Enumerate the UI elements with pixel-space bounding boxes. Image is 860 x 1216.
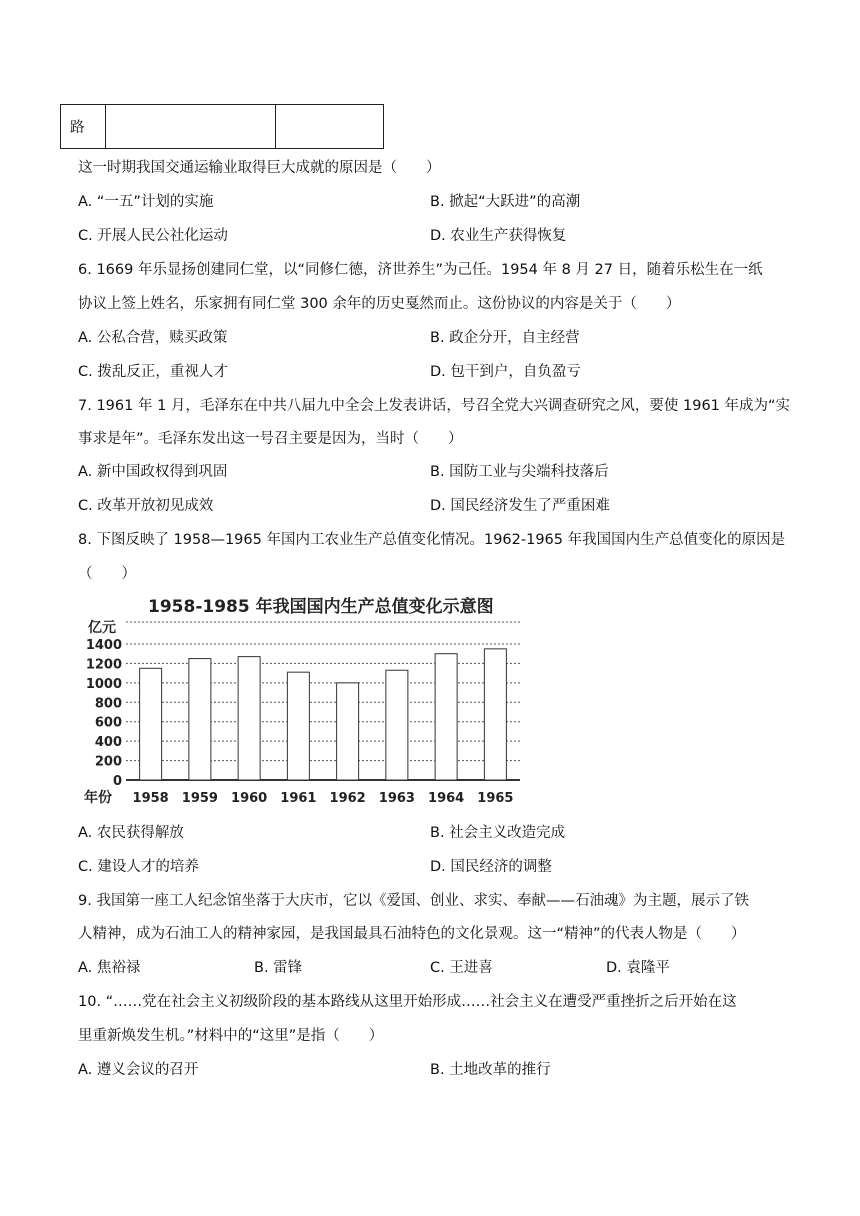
q9-stem-line2: 人精神，成为石油工人的精神家园，是我国最具石油特色的文化景观。这一“精神”的代表人物是（ ） <box>78 926 746 942</box>
q6-stem-line2: 协议上签上姓名，乐家拥有同仁堂 300 余年的历史戛然而止。这份协议的内容是关于（ ） <box>78 296 681 312</box>
y-tick-label: 800 <box>94 696 122 712</box>
q5-stem: 这一时期我国交通运输业取得巨大成就的原因是（ ） <box>78 160 441 176</box>
q7-option-c: C. 改革开放初见成效 <box>78 498 214 514</box>
bar-1962 <box>337 683 359 780</box>
q9-option-b: B. 雷锋 <box>254 960 303 976</box>
gdp-bar-chart <box>80 590 530 808</box>
q7-stem-line1: 7. 1961 年 1 月，毛泽东在中共八届九中全会上发表讲话，号召全党大兴调查研究之风，要使 1961 年成为“实 <box>78 398 791 414</box>
q9-option-c: C. 王进喜 <box>430 960 493 976</box>
table-cell-empty-2 <box>276 105 384 149</box>
x-tick-label: 1960 <box>231 791 268 806</box>
q10-stem-line2: 里重新焕发生机。”材料中的“这里”是指（ ） <box>78 1028 384 1044</box>
q7-stem-line2: 事求是年”。毛泽东发出这一号召主要是因为，当时（ ） <box>78 431 463 447</box>
q5-option-c: C. 开展人民公社化运动 <box>78 228 228 244</box>
q10-option-b: B. 土地改革的推行 <box>430 1062 551 1078</box>
q7-option-b: B. 国防工业与尖端科技落后 <box>430 464 609 480</box>
x-axis-label: 年份 <box>84 790 112 806</box>
q10-stem-line1: 10. “……党在社会主义初级阶段的基本路线从这里开始形成……社会主义在遭受严重挫折之后开始在这 <box>78 994 737 1010</box>
bar-1961 <box>287 672 309 780</box>
q5-option-a: A. “一五”计划的实施 <box>78 194 214 210</box>
y-tick-label: 600 <box>94 715 122 731</box>
y-tick-label: 1200 <box>85 657 122 673</box>
y-tick-label: 400 <box>94 735 122 751</box>
q8-option-b: B. 社会主义改造完成 <box>430 825 566 841</box>
q9-option-a: A. 焦裕禄 <box>78 960 141 976</box>
q9-stem-line1: 9. 我国第一座工人纪念馆坐落于大庆市，它以《爱国、创业、求实、奉献——石油魂》为主题，展示了铁 <box>78 893 749 909</box>
x-tick-label: 1963 <box>378 791 415 806</box>
q8-stem-line2: （ ） <box>78 566 136 582</box>
y-tick-label: 200 <box>94 754 122 770</box>
bar-1965 <box>484 649 506 780</box>
q7-option-d: D. 国民经济发生了严重困难 <box>430 498 610 514</box>
q8-option-a: A. 农民获得解放 <box>78 825 184 841</box>
table-fragment <box>60 104 384 149</box>
bar-1959 <box>189 659 211 780</box>
y-axis-unit: 亿元 <box>88 620 116 636</box>
q7-option-a: A. 新中国政权得到巩固 <box>78 464 228 480</box>
y-tick-label: 1400 <box>85 638 122 653</box>
bar-1963 <box>386 670 408 780</box>
q8-stem-line1: 8. 下图反映了 1958—1965 年国内工农业生产总值变化情况。1962-1965 年我国国内生产总值变化的原因是 <box>78 532 786 548</box>
bar-1958 <box>140 668 162 780</box>
x-tick-label: 1964 <box>428 791 465 806</box>
q9-option-d: D. 袁隆平 <box>606 960 670 976</box>
y-tick-label: 1000 <box>85 676 122 692</box>
q6-option-c: C. 拨乱反正，重视人才 <box>78 364 228 380</box>
x-tick-label: 1958 <box>132 791 169 806</box>
bar-1960 <box>238 657 260 780</box>
q6-option-b: B. 政企分开，自主经营 <box>430 330 580 346</box>
x-tick-label: 1962 <box>329 791 366 806</box>
chart-title: 1958-1985 年我国国内生产总值变化示意图 <box>148 597 494 617</box>
q5-option-b: B. 掀起“大跃进”的高潮 <box>430 194 581 210</box>
table-cell-road: 路 <box>61 105 106 149</box>
x-tick-label: 1961 <box>280 791 317 806</box>
q8-option-c: C. 建设人才的培养 <box>78 859 199 875</box>
q10-option-a: A. 遵义会议的召开 <box>78 1062 199 1078</box>
x-tick-label: 1959 <box>181 791 218 806</box>
q5-option-d: D. 农业生产获得恢复 <box>430 228 567 244</box>
q6-option-d: D. 包干到户，自负盈亏 <box>430 364 581 380</box>
bar-1964 <box>435 654 457 780</box>
q8-option-d: D. 国民经济的调整 <box>430 859 552 875</box>
y-tick-label: 0 <box>112 774 122 789</box>
x-tick-label: 1965 <box>477 791 514 806</box>
q6-stem-line1: 6. 1669 年乐显扬创建同仁堂，以“同修仁德，济世养生”为己任。1954 年 8 月 27 日，随着乐松生在一纸 <box>78 262 763 278</box>
q6-option-a: A. 公私合营，赎买政策 <box>78 330 228 346</box>
table-cell-empty-1 <box>106 105 276 149</box>
